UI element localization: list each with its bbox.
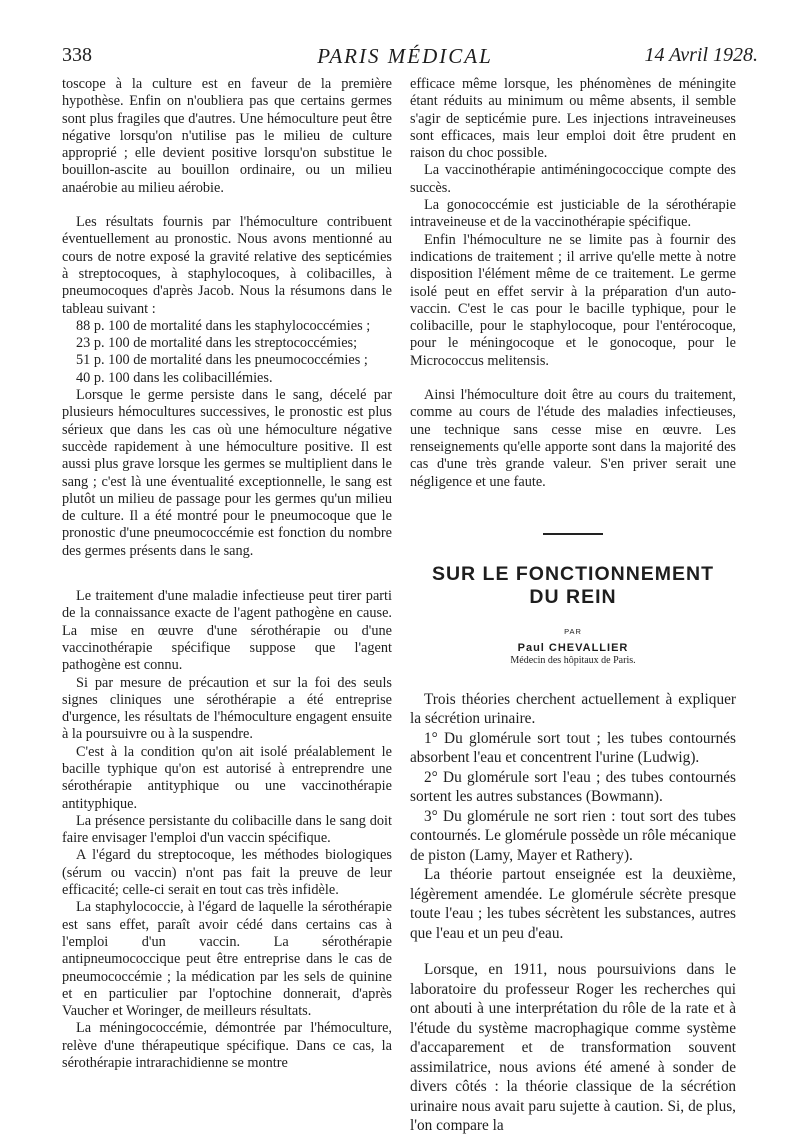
author-affiliation: Médecin des hôpitaux de Paris.	[510, 654, 636, 666]
article-title-line-2: DU REIN	[529, 585, 617, 608]
author-name: Paul CHEVALLIER	[517, 641, 629, 654]
paragraph: La théorie partout enseignée est la deuxième, légèrement amendée. Le glomérule sécrète presque toute l'eau ; les tubes sécrètent les substances, autres que l'eau et un peu d'eau.	[410, 866, 736, 942]
paragraph: La vaccinothérapie antiméningococcique compte des succès.	[410, 162, 736, 196]
paragraph: Lorsque, en 1911, nous poursuivions dans le laboratoire du professeur Roger les recherches qui ont abouti à une interprétation du rôle de la rate et à l'étude du système macrophagique comme système d'accaparement et de transformation souvent assimilatrice, nous avions été amené à sonder de divers côtés : la théorie classique de la sécrétion urinaire nous avait paru sujette à caution. Si, de plus, l'on compare la	[410, 961, 736, 1135]
journal-title: PARIS MÉDICAL	[317, 44, 493, 68]
paragraph: C'est à la condition qu'on ait isolé préalablement le bacille typhique qu'on est autorisé à entreprendre une sérothérapie antityphique ou une vaccinothérapie antityphique.	[62, 743, 392, 812]
list-item: 51 p. 100 de mortalité dans les pneumococcémies ;	[76, 352, 368, 369]
paragraph: La présence persistante du colibacille dans le sang doit faire envisager l'emploi d'un vaccin spécifique.	[62, 812, 392, 847]
paragraph: Si par mesure de précaution et sur la foi des seuls signes cliniques une sérothérapie a été entreprise d'urgence, les résultats de l'hémoculture engagent ensuite à la poursuivre ou à la suspendre.	[62, 674, 392, 743]
paragraph: Les résultats fournis par l'hémoculture contribuent éventuellement au pronostic. Nous avons mentionné au cours de notre exposé la gravité relative des septicémies à streptocoques, à staphylocoques, à colibacilles, à pneumocoques d'après Jacob. Nous la résumons dans le tableau suivant :	[62, 214, 392, 317]
paragraph: Enfin l'hémoculture ne se limite pas à fournir des indications de traitement ; il arrive qu'elle mette à notre disposition l'élément même de ce traitement. Le germe isolé peut en effet servir à la préparation d'un auto-vaccin. C'est le cas pour le bacille typhique, pour le colibacille, pour le staphylocoque, pour l'entérocoque, pour le méningocoque et le gonocoque, pour le Micrococcus melitensis.	[410, 231, 736, 369]
page-number: 338	[62, 44, 92, 66]
paragraph: A l'égard du streptocoque, les méthodes biologiques (sérum ou vaccin) n'ont pas fait la preuve de leur efficacité; celle-ci serait en tout cas très infidèle.	[62, 847, 392, 899]
paragraph: Ainsi l'hémoculture doit être au cours du traitement, comme au cours de l'étude des maladies infectieuses, une technique sans cesse mise en œuvre. Les renseignements qu'elle apporte sont dans la majorité des cas d'une très grande valeur. S'en priver serait une négligence et une faute.	[410, 387, 736, 490]
page-header	[52, 44, 758, 70]
paragraph: La gonococcémie est justiciable de la sérothérapie intraveineuse et de la vaccinothérapie spécifique.	[410, 197, 736, 231]
list-item: 88 p. 100 de mortalité dans les staphylococcémies ;	[76, 317, 371, 334]
paragraph: La staphylococcie, à l'égard de laquelle la sérothérapie est sans effet, paraît avoir cédé dans certains cas à l'emploi d'un vaccin. La sérothérapie antipneumococcique peut être entreprise dans le cas de pneumococcémie ; la médication par les sels de quinine et en particulier par l'optochine donnerait, d'après Vaucher et Woringer, de meilleurs résultats.	[62, 899, 392, 1020]
paragraph: toscope à la culture est en faveur de la première hypothèse. Enfin on n'oubliera pas que certains germes sont plus fragiles que d'autres. Une hémoculture peut être négative lorsqu'on n'utilise pas le milieu de culture approprié ; elle devient positive lorsqu'on substitue le bouillon-ascite au bouillon ordinaire, ou un milieu anaérobie au milieu aérobie.	[62, 76, 392, 196]
byline-par: PAR	[564, 626, 582, 636]
paragraph: efficace même lorsque, les phénomènes de méningite étant réduits au minimum ou même absents, il semble s'agir de septicémie pure. Les injections intraveineuses sont efficaces, mais leur emploi doit être prudent en raison du choc possible.	[410, 76, 736, 162]
list-item: 23 p. 100 de mortalité dans les streptococcémies;	[76, 335, 358, 352]
paragraph: Le traitement d'une maladie infectieuse peut tirer parti de la connaissance exacte de l'agent pathogène en cause. La mise en œuvre d'une sérothérapie ou d'une vaccinothérapie spécifique suppose que l'agent pathogène est connu.	[62, 588, 392, 674]
left-column	[62, 76, 392, 1072]
right-column	[410, 76, 736, 1136]
section-divider	[543, 533, 603, 535]
paragraph: La méningococcémie, démontrée par l'hémoculture, relève d'une thérapeutique spécifique. Dans ce cas, la sérothérapie intrarachidienne se montre	[62, 1020, 392, 1072]
list-item: 40 p. 100 dans les colibacillémies.	[76, 369, 273, 386]
paragraph: 1° Du glomérule sort tout ; les tubes contournés absorbent l'eau et concentrent l'urine (Ludwig).	[410, 729, 736, 767]
issue-date: 14 Avril 1928.	[644, 44, 758, 66]
paragraph: Lorsque le germe persiste dans le sang, décelé par plusieurs hémocultures successives, le pronostic est plus sérieux que dans les cas où une hémoculture négative succède rapidement à une hémoculture positive. Il est aussi plus grave lorsque les germes se multiplient dans le sang ; c'est là une éventualité exceptionnelle, le sang est plutôt un milieu de passage pour les germes qu'un milieu de culture. Il a été montré pour le pneumocoque que le pronostic d'une pneumococcémie est fonction du nombre des germes présents dans le sang.	[62, 387, 392, 559]
article-title-line-1: SUR LE FONCTIONNEMENT	[431, 562, 715, 585]
paragraph: Trois théories cherchent actuellement à expliquer la sécrétion urinaire.	[410, 690, 736, 728]
paragraph: 3° Du glomérule ne sort rien : tout sort des tubes contournés. Le glomérule possède un rôle mécanique de piston (Lamy, Mayer et Rathery).	[410, 807, 736, 864]
paragraph: 2° Du glomérule sort l'eau ; des tubes contournés sortent les autres substances (Bowmann).	[410, 768, 736, 806]
